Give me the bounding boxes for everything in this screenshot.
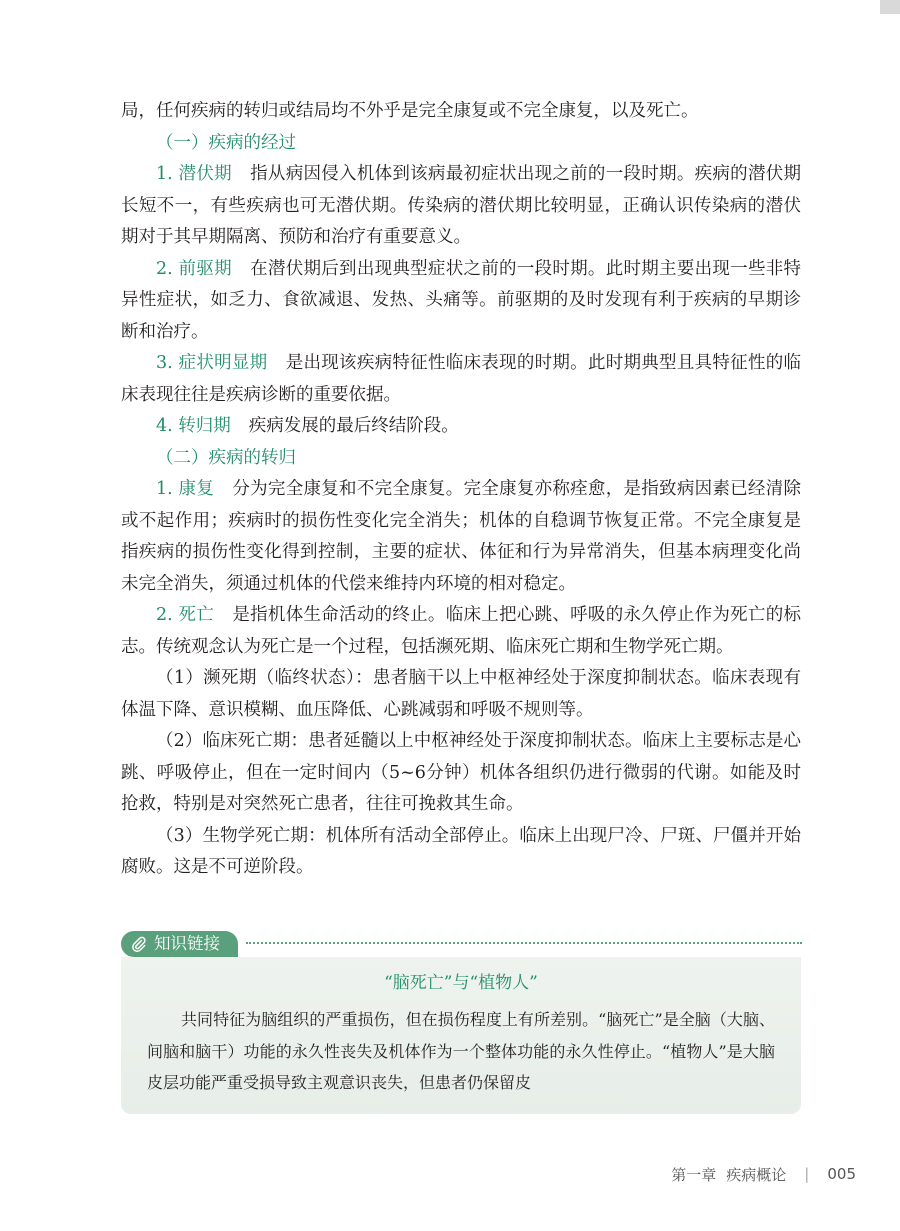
paragraph-recovery xyxy=(121,474,801,600)
paragraph-outcome-stage xyxy=(121,411,801,443)
text-death: 是指机体生命活动的终止。临床上把心跳、呼吸的永久停止作为死亡的标志。传统观念认为死亡是一个过程，包括濒死期、临床死亡期和生物学死亡期。 xyxy=(121,605,801,657)
footer-divider: | xyxy=(804,1165,810,1183)
body-text xyxy=(121,96,801,884)
paragraph-prodromal xyxy=(121,254,801,349)
term-outcome-stage: 4. 转归期 xyxy=(156,416,231,436)
text-symptomatic: 是出现该疾病特征性临床表现的时期。此时期典型且具特征性的临床表现往往是疾病诊断的重要依据。 xyxy=(121,353,802,405)
footer-page-number: 005 xyxy=(827,1165,856,1183)
paragraph-death-phase-2: （2）临床死亡期：患者延髓以上中枢神经处于深度抑制状态。临床上主要标志是心跳、呼吸停止，但在一定时间内（5~6分钟）机体各组织仍进行微弱的代谢。如能及时抢救，特别是对突然死亡患者，往往可挽救其生命。 xyxy=(121,731,801,814)
knowledge-link-text: 共同特征为脑组织的严重损伤，但在损伤程度上有所差别。“脑死亡”是全脑（大脑、间脑和脑干）功能的永久性丧失及机体作为一个整体功能的永久性停止。“植物人”是大脑皮层功能严重受损导致主观意识丧失，但患者仍保留皮 xyxy=(147,1010,775,1092)
term-recovery: 1. 康复 xyxy=(156,479,215,499)
term-symptomatic: 3. 症状明显期 xyxy=(156,353,268,373)
page-corner-mark xyxy=(880,0,900,14)
knowledge-link-tag xyxy=(121,931,238,957)
section-heading-outcome: （二）疾病的转归 xyxy=(156,447,296,468)
text-outcome-stage: 疾病发展的最后终结阶段。 xyxy=(248,416,459,436)
intro-paragraph: 局，任何疾病的转归或结局均不外乎是完全康复或不完全康复，以及死亡。 xyxy=(121,101,699,121)
term-death: 2. 死亡 xyxy=(156,605,215,625)
paragraph-death xyxy=(121,600,801,663)
paragraph-symptomatic xyxy=(121,348,801,411)
knowledge-link-box xyxy=(121,957,801,1114)
text-incubation: 指从病因侵入机体到该病最初症状出现之前的一段时期。疾病的潜伏期长短不一，有些疾病也可无潜伏期。传染病的潜伏期比较明显，正确认识传染病的潜伏期对于其早期隔离、预防和治疗有重要意义。 xyxy=(121,164,801,247)
paragraph-death-phase-1: （1）濒死期（临终状态）：患者脑干以上中枢神经处于深度抑制状态。临床表现有体温下降、意识模糊、血压降低、心跳减弱和呼吸不规则等。 xyxy=(121,668,801,720)
text-prodromal: 在潜伏期后到出现典型症状之前的一段时期。此时期主要出现一些非特异性症状，如乏力、食欲减退、发热、头痛等。前驱期的及时发现有利于疾病的早期诊断和治疗。 xyxy=(121,258,801,342)
footer-chapter: 第一章 xyxy=(671,1165,717,1184)
knowledge-link-divider xyxy=(246,942,802,944)
knowledge-link-title: “脑死亡”与“植物人” xyxy=(384,973,538,993)
text-recovery: 分为完全康复和不完全康复。完全康复亦称痊愈，是指致病因素已经清除或不起作用；疾病时的损伤性变化完全消失；机体的自稳调节恢复正常。不完全康复是指疾病的损伤性变化得到控制，主要的症状、体征和行为异常消失，但基本病理变化尚未完全消失，须通过机体的代偿来维持内环境的相对稳定。 xyxy=(121,479,801,594)
paperclip-icon xyxy=(131,936,147,952)
page-footer xyxy=(671,1162,856,1186)
section-heading-course: （一）疾病的经过 xyxy=(156,132,296,153)
term-prodromal: 2. 前驱期 xyxy=(156,258,232,279)
paragraph-death-phase-3: （3）生物学死亡期：机体所有活动全部停止。临床上出现尸冷、尸斑、尸僵并开始腐败。这是不可逆阶段。 xyxy=(121,825,801,877)
term-incubation: 1. 潜伏期 xyxy=(156,164,232,184)
knowledge-link-label: 知识链接 xyxy=(154,934,220,953)
paragraph-incubation xyxy=(121,159,801,254)
footer-chapter-title: 疾病概论 xyxy=(726,1165,787,1184)
